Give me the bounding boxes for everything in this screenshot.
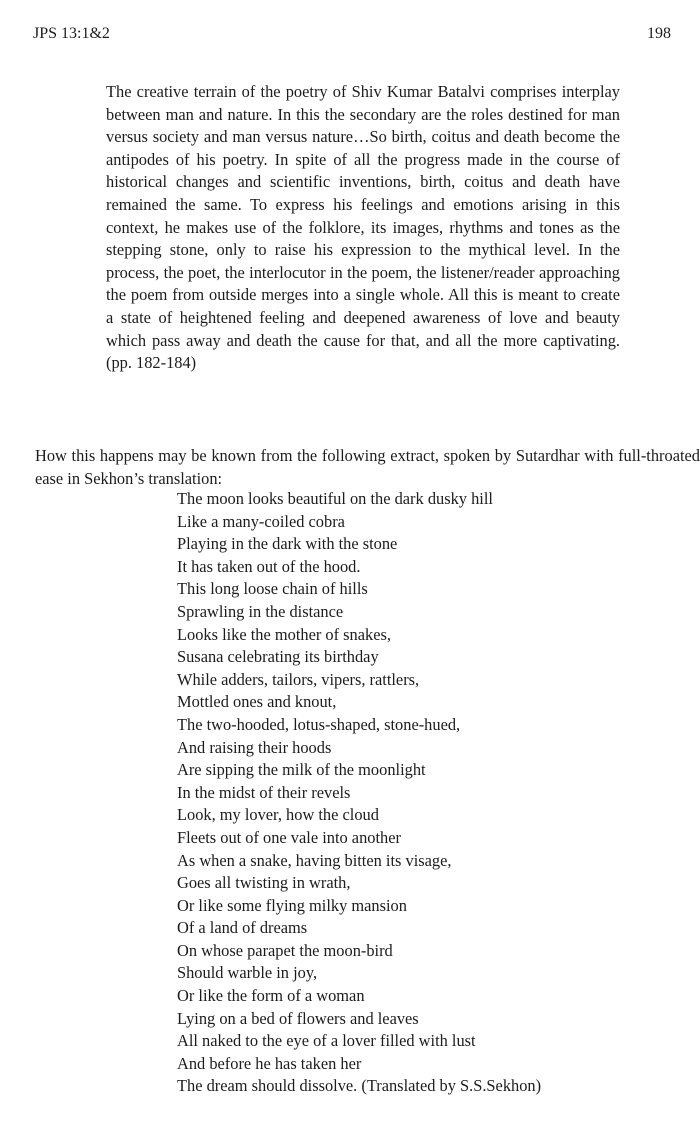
running-header	[33, 25, 671, 47]
poem-line: Of a land of dreams	[177, 918, 308, 938]
poem-line: Mottled ones and knout,	[177, 692, 337, 712]
poem-line: Looks like the mother of snakes,	[177, 624, 391, 644]
poem-line: This long loose chain of hills	[177, 579, 368, 599]
poem-line: It has taken out of the hood.	[177, 556, 361, 576]
poem-line: And raising their hoods	[177, 737, 332, 757]
poem-line: And before he has taken her	[177, 1053, 362, 1073]
poem-line: Lying on a bed of flowers and leaves	[177, 1008, 419, 1028]
poem-line: Or like some flying milky mansion	[177, 895, 407, 915]
poem-line: In the midst of their revels	[177, 782, 351, 802]
poem-line: Goes all twisting in wrath,	[177, 873, 351, 893]
poem-line: Like a many-coiled cobra	[177, 511, 345, 531]
poem-extract	[177, 488, 677, 1098]
poem-line: While adders, tailors, vipers, rattlers,	[177, 669, 420, 689]
poem-line: Fleets out of one vale into another	[177, 827, 401, 847]
poem-line: Look, my lover, how the cloud	[177, 805, 379, 825]
poem-line: Are sipping the milk of the moonlight	[177, 760, 426, 780]
page-number: 198	[647, 25, 671, 42]
poem-line: The dream should dissolve. (Translated by S.S.Sekhon)	[177, 1076, 542, 1096]
poem-line: The two-hooded, lotus-shaped, stone-hued,	[177, 714, 461, 734]
poem-line: Or like the form of a woman	[177, 986, 365, 1006]
poem-line: As when a snake, having bitten its visage,	[177, 850, 452, 870]
body-paragraph: How this happens may be known from the following extract, spoken by Sutardhar with full-throated ease in Sekhon’s translation:	[35, 446, 700, 488]
poem-line: The moon looks beautiful on the dark dusky hill	[177, 489, 493, 508]
poem-line: Sprawling in the distance	[177, 601, 344, 621]
poem-line: On whose parapet the moon-bird	[177, 940, 393, 960]
block-quote: The creative terrain of the poetry of Shiv Kumar Batalvi comprises interplay between man and nature. In this the secondary are the roles destined for man versus society and man versus nature…So birth, coitus and death become the antipodes of his poetry. In spite of all the progress made in the course of historical changes and scientific inventions, birth, coitus and death have remained the same. To express his feelings and emotions arising in this context, he makes use of the folklore, its images, rhythms and tones as the stepping stone, only to raise his expression to the mythical level. In the process, the poet, the interlocutor in the poem, the listener/reader approaching the poem from outside merges into a single whole. All this is meant to create a state of heightened feeling and deepened awareness of love and beauty which pass away and death the cause for that, and all the more captivating. (pp. 182-184)	[106, 82, 620, 373]
poem-line: Susana celebrating its birthday	[177, 647, 379, 667]
poem-line: Playing in the dark with the stone	[177, 534, 398, 554]
poem-line: Should warble in joy,	[177, 963, 318, 983]
journal-citation: JPS 13:1&2	[33, 25, 110, 42]
poem-line: All naked to the eye of a lover filled with lust	[177, 1031, 476, 1051]
